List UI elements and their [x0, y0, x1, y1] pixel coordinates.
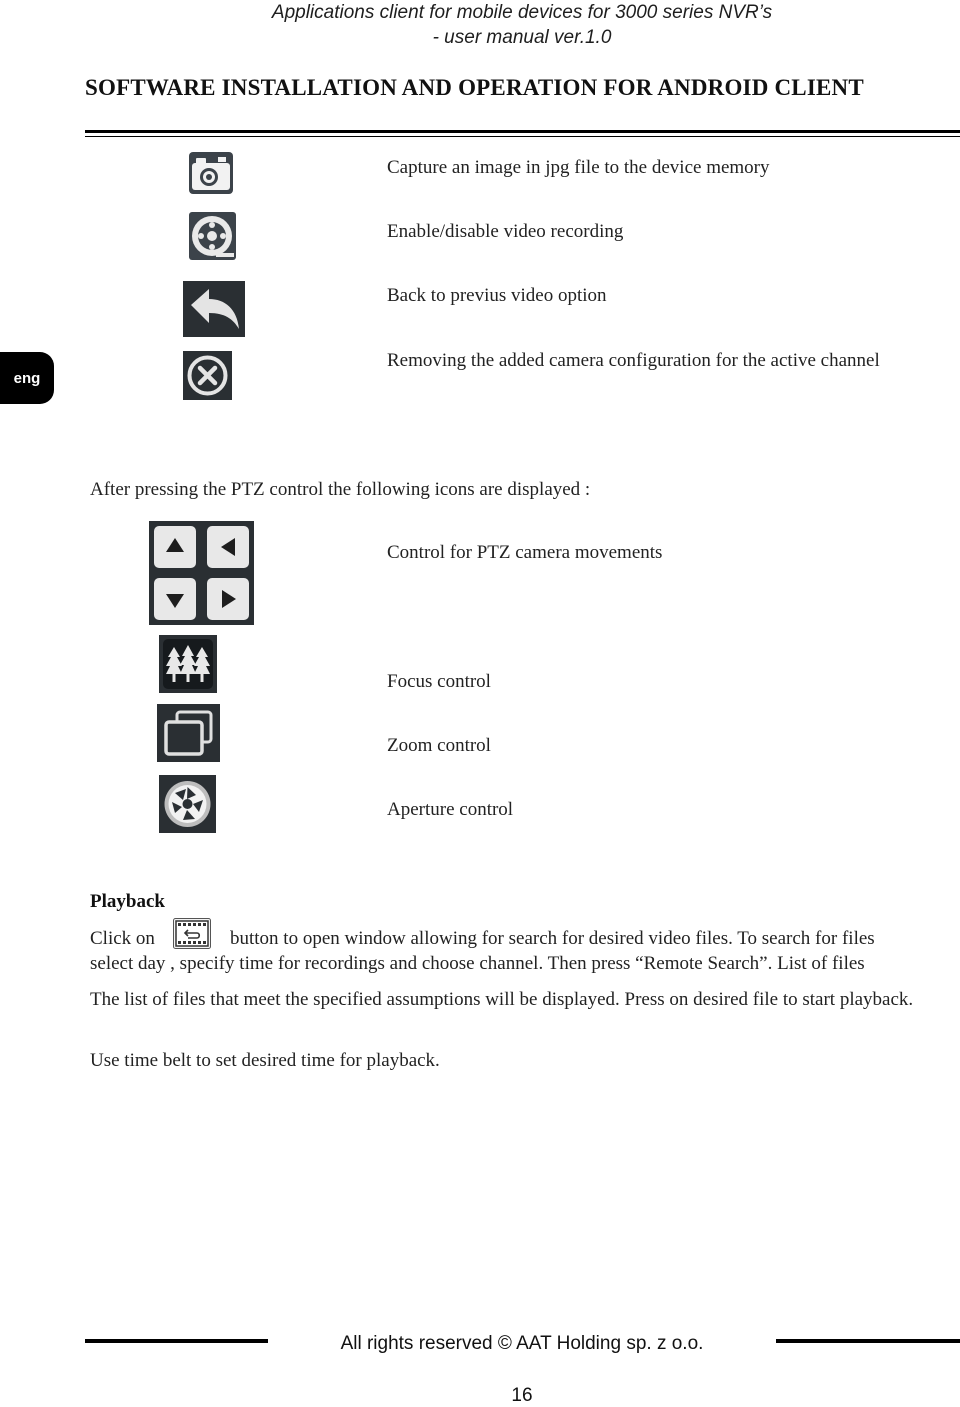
page-number: 16: [511, 1385, 533, 1406]
playback-paragraph-3: Use time belt to set desired time for playback.: [90, 1050, 440, 1071]
focus-trees-icon: [159, 635, 217, 693]
ptz-arrows-icon: [149, 521, 254, 625]
playback-heading: Playback: [90, 891, 165, 912]
playback-paragraph-1: button to open window allowing for search for desired video files. To search for files: [230, 928, 875, 949]
icon-row-text-capture: Capture an image in jpg file to the device memory: [387, 157, 770, 178]
playback-click-on: Click on: [90, 928, 155, 949]
header-line-2: - user manual ver.1.0: [432, 27, 612, 48]
section-title: SOFTWARE INSTALLATION AND OPERATION FOR ANDROID CLIENT: [85, 75, 864, 100]
ptz-row-text-focus: Focus control: [387, 671, 491, 692]
language-tab: eng: [0, 352, 54, 404]
playback-paragraph-2: The list of files that meet the specified assumptions will be displayed. Press on desired file to start playback.: [90, 989, 914, 1010]
title-rule: [85, 130, 960, 133]
back-arrow-icon: [183, 281, 245, 337]
playback-paragraph-1-line-2: select day , specify time for recordings and choose channel. Then press “Remote Search”. List of files: [90, 953, 865, 974]
camera-icon: [188, 151, 234, 195]
title-rule-thin: [85, 136, 960, 137]
ptz-row-text-movements: Control for PTZ camera movements: [387, 542, 663, 563]
ptz-row-text-zoom: Zoom control: [387, 735, 491, 756]
playback-search-icon: [173, 918, 211, 949]
close-circle-icon: [183, 351, 232, 400]
ptz-row-text-aperture: Aperture control: [387, 799, 514, 820]
footer-copyright: All rights reserved © AAT Holding sp. z o.o.: [340, 1333, 704, 1354]
document-header: [0, 0, 960, 50]
icon-row-text-remove: Removing the added camera configuration for the active channel: [387, 350, 880, 371]
ptz-intro: After pressing the PTZ control the following icons are displayed :: [90, 479, 591, 500]
icon-row-text-record: Enable/disable video recording: [387, 221, 624, 242]
zoom-squares-icon: [157, 704, 220, 762]
record-icon: [188, 211, 237, 261]
icon-row-text-back: Back to previus video option: [387, 285, 607, 306]
header-line-1: Applications client for mobile devices for 3000 series NVR’s: [271, 2, 773, 23]
aperture-icon: [159, 775, 216, 833]
